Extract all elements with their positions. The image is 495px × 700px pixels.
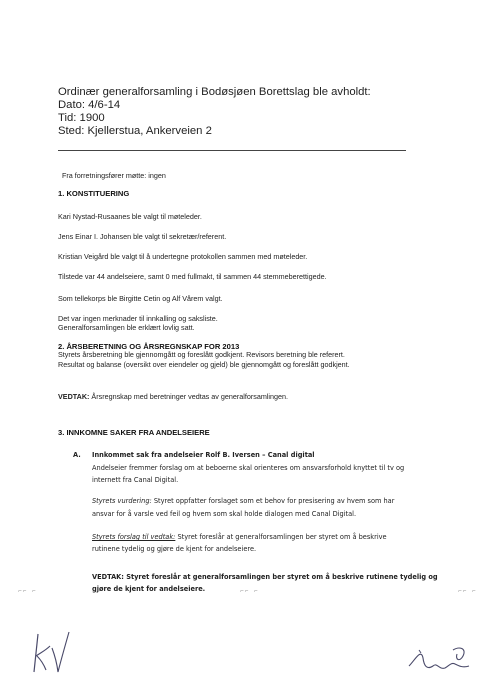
section1-p3: Kristian Veigård ble valgt til å undertegne protokollen sammen med møteleder. — [58, 252, 308, 261]
subsection-a-vedtak-line1: VEDTAK: Styret foreslår at generalforsamlingen ber styret om å beskrive rutinene tydelig og — [92, 573, 438, 581]
header-divider — [58, 150, 406, 151]
signature-initials-icon — [28, 628, 73, 676]
forslag-line1 — [92, 531, 387, 543]
section2-heading: 2. ÅRSBERETNING OG ÅRSREGNSKAP FOR 2013 — [58, 342, 240, 351]
styrets-vurdering-line2: ansvar for å varsle ved feil og hvem som skal holde dialogen med Canal Digital. — [92, 510, 357, 518]
scan-mark-center: ⌐⌐ ⌐ — [240, 588, 259, 595]
section1-p6a: Det var ingen merknader til innkalling og saksliste. — [58, 314, 218, 323]
section2-vedtak-text: Årsregnskap med beretninger vedtas av generalforsamlingen. — [89, 392, 288, 401]
forslag-text1: Styret foreslår at generalforsamlingen ber styret om å beskrive — [175, 533, 387, 541]
scan-mark-left: ⌐⌐ ⌐ — [18, 588, 37, 595]
scan-mark-right: ⌐⌐ ⌐ — [458, 588, 477, 595]
forslag-line2: rutinene tydelig og gjøre de kjent for andelseiere. — [92, 545, 257, 553]
styrets-vurdering-line1 — [92, 495, 394, 507]
subsection-a-marker: A. — [73, 451, 81, 459]
styrets-vurdering-label: Styrets vurdering: — [92, 497, 152, 505]
intro-text: Fra forretningsfører møtte: ingen — [62, 171, 166, 180]
section2-line1: Styrets årsberetning ble gjennomgått og foreslått godkjent. Revisors beretning ble referert. — [58, 350, 345, 359]
section2-vedtak-label: VEDTAK: — [58, 392, 90, 401]
header-title: Ordinær generalforsamling i Bodøsjøen Borettslag ble avholdt: — [58, 86, 371, 98]
meeting-header — [58, 86, 458, 138]
header-date: Dato: 4/6-14 — [58, 99, 121, 111]
forslag-label: Styrets forslag til vedtak: — [92, 533, 176, 541]
subsection-a-line1: Andelseier fremmer forslag om at beboerne skal orienteres om ansvarsforhold knyttet til tv og — [92, 464, 405, 472]
section1-p2: Jens Einar I. Johansen ble valgt til sekretær/referent. — [58, 232, 227, 241]
subsection-a-vedtak-line2: gjøre de kjent for andelseiere. — [92, 585, 206, 593]
section1-p4: Tilstede var 44 andelseiere, samt 0 med fullmakt, til sammen 44 stemmeberettigede. — [58, 272, 327, 281]
header-time: Tid: 1900 — [58, 112, 105, 124]
section2-vedtak — [58, 392, 288, 401]
styrets-vurdering-text1: Styret oppfatter forslaget som et behov for presisering av hvem som har — [151, 497, 395, 505]
subsection-a-line2: internett fra Canal Digital. — [92, 476, 179, 484]
section1-p5: Som tellekorps ble Birgitte Cetin og Alf Vårem valgt. — [58, 294, 223, 303]
section1-heading: 1. KONSTITUERING — [58, 189, 130, 198]
section2-line2: Resultat og balanse (oversikt over eiendeler og gjeld) ble gjennomgått og foreslått godkjent. — [58, 360, 350, 369]
signature-scribble-icon — [405, 640, 475, 676]
section1-p1: Kari Nystad-Rusaanes ble valgt til møteleder. — [58, 212, 202, 221]
section1-p6b: Generalforsamlingen ble erklært lovlig satt. — [58, 323, 195, 332]
subsection-a-title: Innkommet sak fra andelseier Rolf B. Iversen – Canal digital — [92, 451, 315, 459]
header-place: Sted: Kjellerstua, Ankerveien 2 — [58, 125, 212, 137]
section3-heading: 3. INNKOMNE SAKER FRA ANDELSEIERE — [58, 428, 210, 437]
